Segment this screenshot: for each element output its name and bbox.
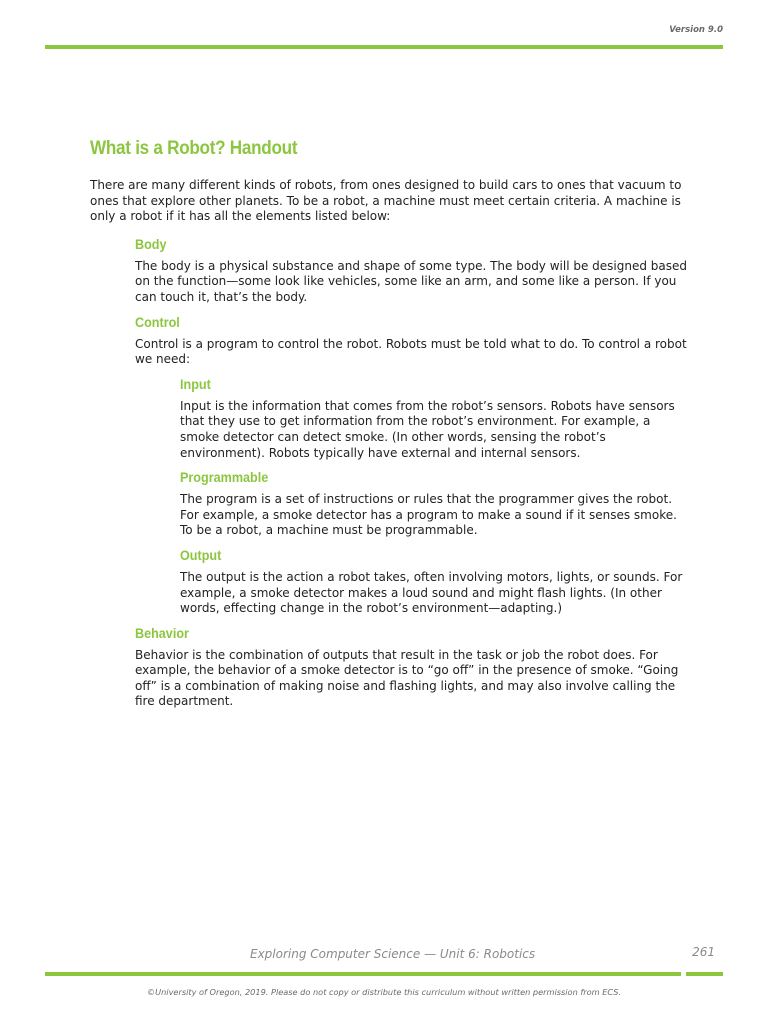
- section-text-behavior: Behavior is the combination of outputs that result in the task or job the robot does. For example, the behavior of a smoke detector is to “go off” in the presence of smoke. “Going off” is a combination of making noise and flashing lights, and may also involve calling the fire department.: [135, 647, 679, 709]
- version-label: Version 9.0: [669, 25, 723, 35]
- header-rule: [45, 45, 723, 49]
- subsection-input: [180, 376, 690, 461]
- subsection-heading-input: Input: [180, 375, 211, 392]
- subsection-programmable: [180, 469, 690, 539]
- subsection-heading-output: Output: [180, 546, 222, 563]
- section-text-body: The body is a physical substance and shape of some type. The body will be designed based on the function—some look like vehicles, some like an arm, and some like a person. If you can touch it, that’s the body.: [135, 258, 688, 304]
- subsection-heading-programmable: Programmable: [180, 469, 269, 486]
- footer-rule-left: [45, 972, 681, 976]
- subsection-text-input: Input is the information that comes from the robot’s sensors. Robots have sensors that they use to get information from the robot’s environment. For example, a smoke detector can detect smoke. (In other words, sensing the robot’s environment). Robots typically have external and internal sensors.: [180, 398, 675, 460]
- footer-rule-right: [686, 972, 723, 976]
- copyright-notice: ©University of Oregon, 2019. Please do not copy or distribute this curriculum without written permission from ECS.: [146, 987, 622, 997]
- subsection-output: [180, 547, 690, 617]
- section-behavior: [135, 625, 690, 710]
- intro-paragraph: There are many different kinds of robots, from ones designed to build cars to ones that vacuum to ones that explore other planets. To be a robot, a machine must meet certain criteria. A machine is only a robot if it has all the elements listed below:: [90, 178, 682, 224]
- subsection-text-output: The output is the action a robot takes, often involving motors, lights, or sounds. For example, a smoke detector makes a loud sound and might flash lights. (In other words, effecting change in the robot’s environment—adapting.): [180, 569, 683, 616]
- section-text-control: Control is a program to control the robot. Robots must be told what to do. To control a robot we need:: [135, 336, 687, 367]
- section-body: [135, 236, 690, 306]
- section-heading-body: Body: [135, 235, 167, 252]
- subsection-text-programmable: The program is a set of instructions or rules that the programmer gives the robot. For example, a smoke detector has a program to make a sound if it senses smoke. To be a robot, a machine must be programmable.: [180, 492, 677, 538]
- handout-content: [90, 138, 690, 718]
- page-title: What is a Robot? Handout: [90, 138, 298, 159]
- page-number: 261: [692, 945, 715, 959]
- footer-title: Exploring Computer Science — Unit 6: Robotics: [250, 947, 536, 961]
- section-control: [135, 314, 690, 368]
- section-heading-control: Control: [135, 313, 180, 330]
- section-heading-behavior: Behavior: [135, 624, 189, 641]
